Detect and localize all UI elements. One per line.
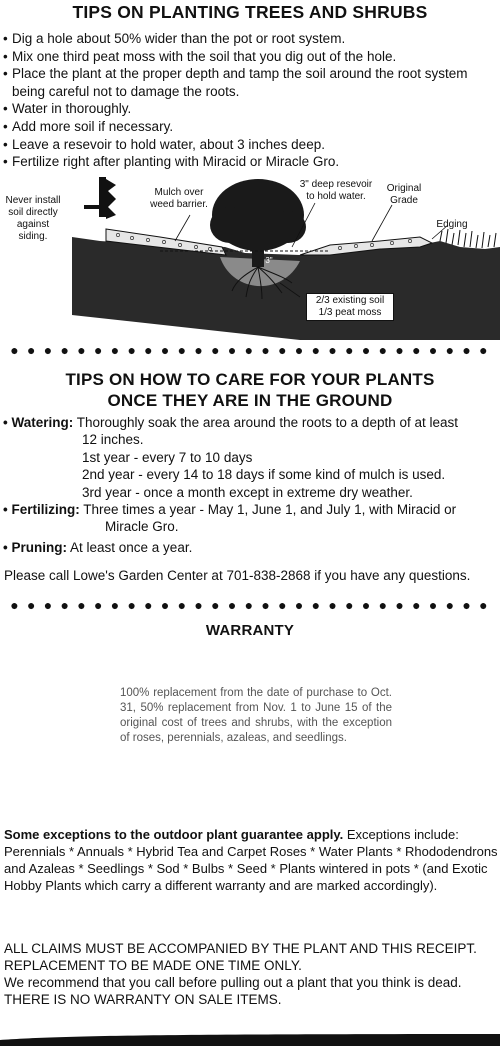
soil-mix-line: 1/3 peat moss [318,307,382,318]
never-install-label: Never install soil directly against siding. [5,195,61,242]
edging-label: Edging [436,219,468,230]
claims-notice: ALL CLAIMS MUST BE ACCOMPANIED BY THE PLANT AND THIS RECEIPT. REPLACEMENT TO BE MADE ONE TIME ONLY. [4,941,477,973]
separator: ● ● ● ● ● ● ● ● ● ● ● ● ● ● ● ● ● ● ● ● ● ● ● ● ● ● ● ● ● [10,342,490,358]
planting-tips-list [2,30,498,171]
no-warranty-notice: THERE IS NO WARRANTY ON SALE ITEMS. [4,992,282,1007]
separator: ● ● ● ● ● ● ● ● ● ● ● ● ● ● ● ● ● ● ● ● ● ● ● ● ● ● ● ● ● [10,597,490,613]
care-title-line: TIPS ON HOW TO CARE FOR YOUR PLANTS [65,370,435,389]
watering-text: Thoroughly soak the area around the roots to a depth of at least [76,415,458,430]
pruning-label: Pruning: [11,539,67,555]
fertilizing-text: Three times a year - May 1, June 1, and July 1, with Miracid or [83,502,457,518]
grade-label: Original Grade [386,183,422,206]
pruning-text: At least once a year. [70,539,193,555]
exceptions-paragraph [4,826,498,894]
list-item: • Mix one third peat moss with the soil that you dig out of the hole. [2,48,498,66]
watering-year-2: 2nd year - every 14 to 18 days if some kind of mulch is used. [82,467,446,483]
mulch-label: Mulch over weed barrier. [150,187,208,210]
care-title [0,369,500,411]
house-siding [99,177,106,217]
fertilizing-line: Miracle Gro. [105,519,179,535]
list-item: • Place the plant at the proper depth and tamp the soil around the root system being careful not to damage the roots. [2,65,498,100]
list-item: • Water in thoroughly. [2,100,498,118]
watering-line: 12 inches. [82,432,144,448]
care-title-line: ONCE THEY ARE IN THE GROUND [107,391,393,410]
warranty-title: WARRANTY [205,622,295,639]
claims-section [4,940,498,1008]
list-item: • Dig a hole about 50% wider than the pot or root system. [2,30,498,48]
bullet: • [3,502,12,518]
bottom-edge-bar [0,1030,500,1046]
reservoir-label: 3" deep resevoir to hold water. [299,179,373,202]
watering-year-3: 3rd year - once a month except in extreme dry weather. [82,484,413,500]
soil-layer [72,237,500,340]
watering-label: Watering: [11,415,74,430]
watering-year-1: 1st year - every 7 to 10 days [82,449,253,465]
fertilizing-section [3,501,498,518]
depth-mark-label: 3" [265,256,273,265]
call-notice: Please call Lowe's Garden Center at 701-838-2868 if you have any questions. [4,568,471,583]
warranty-stamp-text: 100% replacement from the date of purchase to Oct. 31, 50% replacement from Nov. 1 to June 15 of the original cost of trees and shrubs, with the exception of roses, perennials, azaleas, and seedlings. [120,687,392,744]
exceptions-heading: Some exceptions to the outdoor plant guarantee apply. [4,827,344,842]
fertilizing-label: Fertilizing: [11,502,80,518]
recommend-notice: We recommend that you call before pulling out a plant that you think is dead. [4,975,462,990]
pruning-section [3,539,498,556]
care-tips [3,414,498,556]
planting-diagram [0,175,500,340]
soil-mix-line: 2/3 existing soil [315,295,385,306]
bullet: • [3,539,12,555]
list-item: • Leave a resevoir to hold water, about 3 inches deep. [2,136,498,154]
soil-mix-label [306,293,394,321]
bullet: • [3,415,12,430]
planting-title: TIPS ON PLANTING TREES AND SHRUBS [72,2,428,22]
list-item: • Add more soil if necessary. [2,118,498,136]
exceptions-text: Exceptions include: Perennials * Annuals * Hybrid Tea and Carpet Roses * Water Plants * Rhododendrons and Azaleas * Seedlings * Sod * Bulbs * Seed * Plants wintered in pots * (and Exotic Hobby Plants which carry a different warranty and are marked accordingly). [4,827,498,893]
watering-section [3,414,498,431]
list-item: • Fertilize right after planting with Miracid or Miracle Gro. [2,153,498,171]
